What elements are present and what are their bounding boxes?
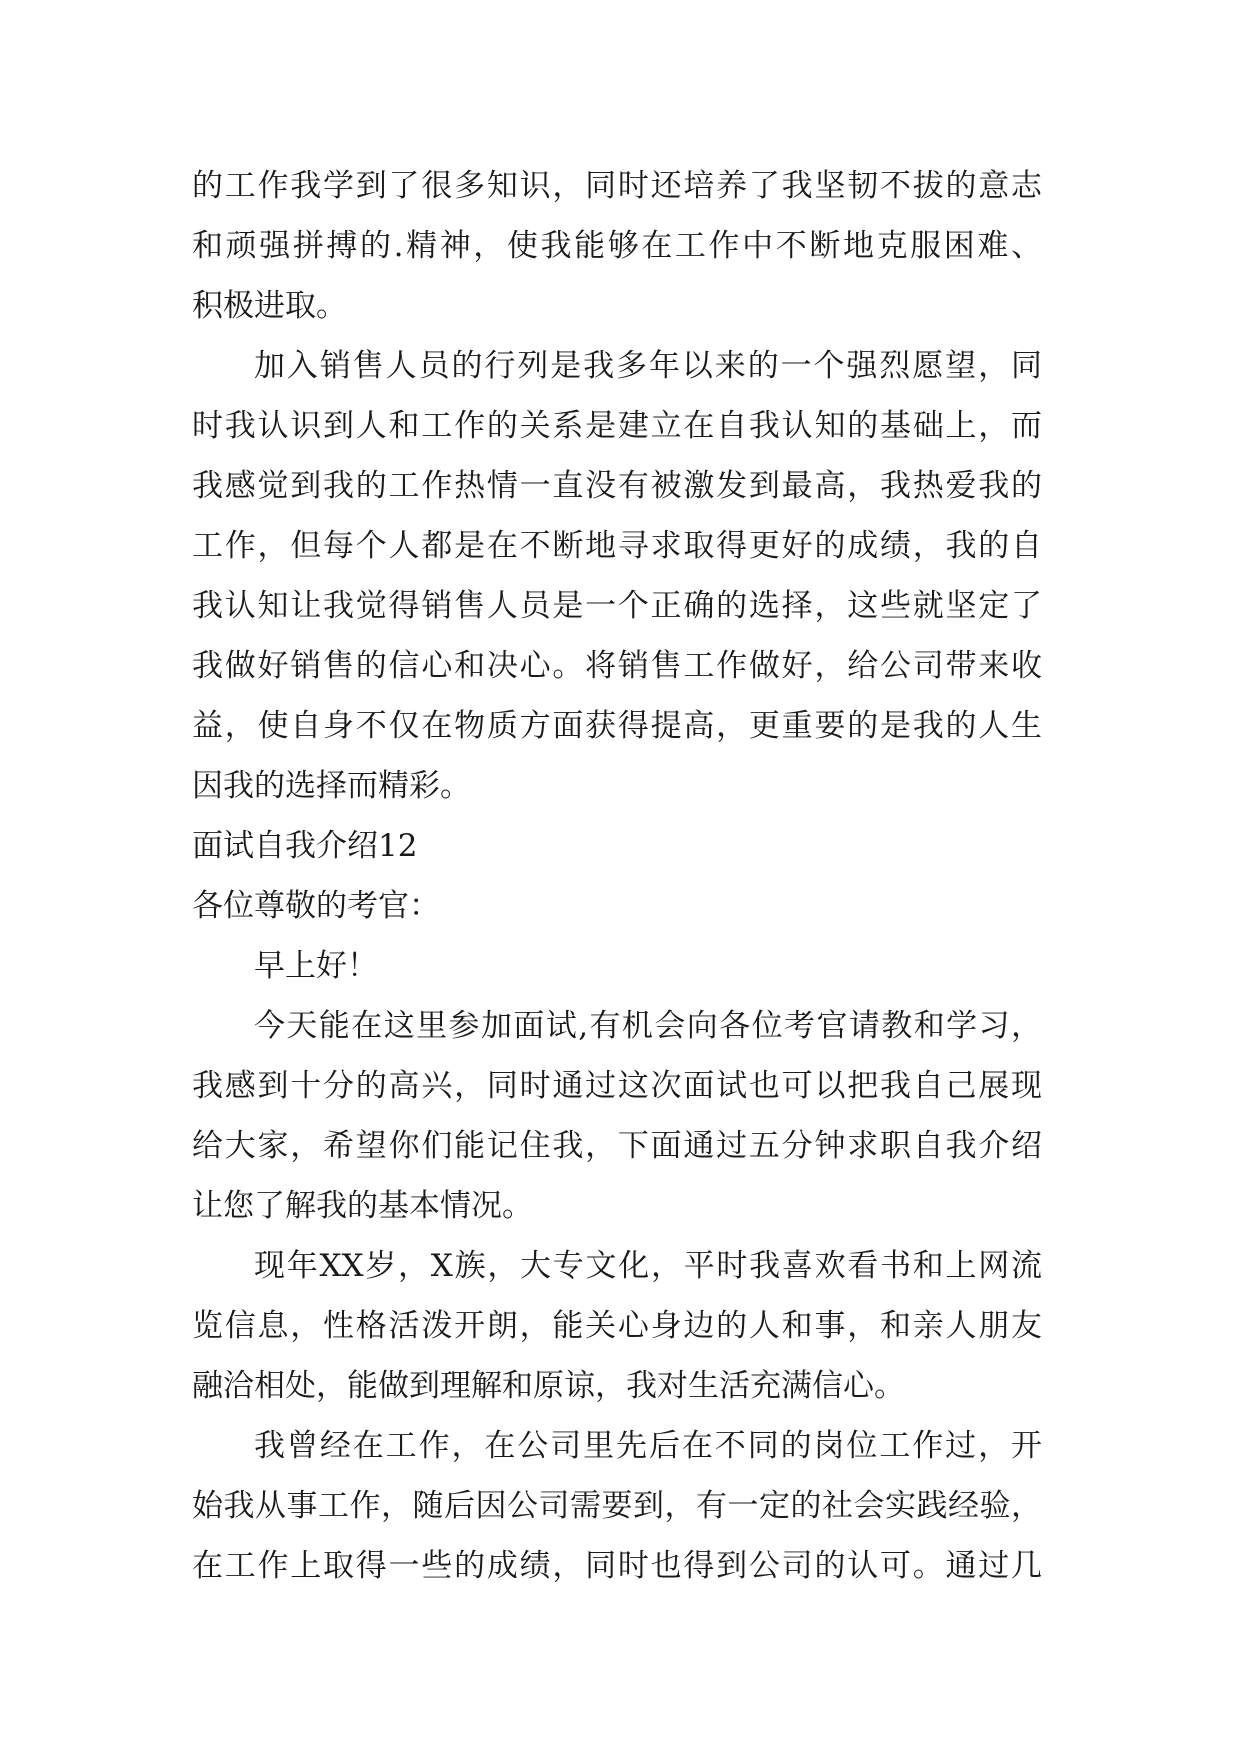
text-line: 和顽强拼搏的.精神，使我能够在工作中不断地克服困难、 — [192, 228, 1042, 264]
text-line: 因我的选择而精彩。 — [192, 768, 471, 804]
text-line: 让您了解我的基本情况。 — [192, 1188, 533, 1224]
paragraph-first-line: 今天能在这里参加面试,有机会向各位考官请教和学习， — [254, 1008, 1042, 1044]
text-line: 的工作我学到了很多知识，同时还培养了我坚韧不拔的意志 — [192, 168, 1042, 204]
text-line: 览信息，性格活泼开朗，能关心身边的人和事，和亲人朋友 — [192, 1308, 1042, 1344]
text-line: 我感到十分的高兴，同时通过这次面试也可以把我自己展现 — [192, 1068, 1042, 1104]
paragraph-first-line: 加入销售人员的行列是我多年以来的一个强烈愿望，同 — [254, 348, 1042, 384]
text-line: 我感觉到我的工作热情一直没有被激发到最高，我热爱我的 — [192, 468, 1042, 504]
salutation: 各位尊敬的考官： — [192, 888, 440, 924]
section-heading: 面试自我介绍12 — [192, 828, 418, 864]
text-line: 我认知让我觉得销售人员是一个正确的选择，这些就坚定了 — [192, 588, 1042, 624]
greeting: 早上好！ — [254, 948, 378, 984]
paragraph-first-line: 我曾经在工作，在公司里先后在不同的岗位工作过，开 — [254, 1428, 1042, 1464]
paragraph-first-line: 现年XX岁，X族，大专文化，平时我喜欢看书和上网流 — [254, 1248, 1042, 1284]
text-line: 积极进取。 — [192, 288, 347, 324]
text-line: 融洽相处，能做到理解和原谅，我对生活充满信心。 — [192, 1368, 905, 1404]
text-line: 给大家，希望你们能记住我，下面通过五分钟求职自我介绍 — [192, 1128, 1042, 1164]
text-line: 在工作上取得一些的成绩，同时也得到公司的认可。通过几 — [192, 1548, 1042, 1584]
text-line: 我做好销售的信心和决心。将销售工作做好，给公司带来收 — [192, 648, 1042, 684]
text-line: 工作，但每个人都是在不断地寻求取得更好的成绩，我的自 — [192, 528, 1042, 564]
text-line: 时我认识到人和工作的关系是建立在自我认知的基础上，而 — [192, 408, 1042, 444]
text-line: 始我从事工作，随后因公司需要到，有一定的社会实践经验， — [192, 1488, 1042, 1524]
text-line: 益，使自身不仅在物质方面获得提高，更重要的是我的人生 — [192, 708, 1042, 744]
